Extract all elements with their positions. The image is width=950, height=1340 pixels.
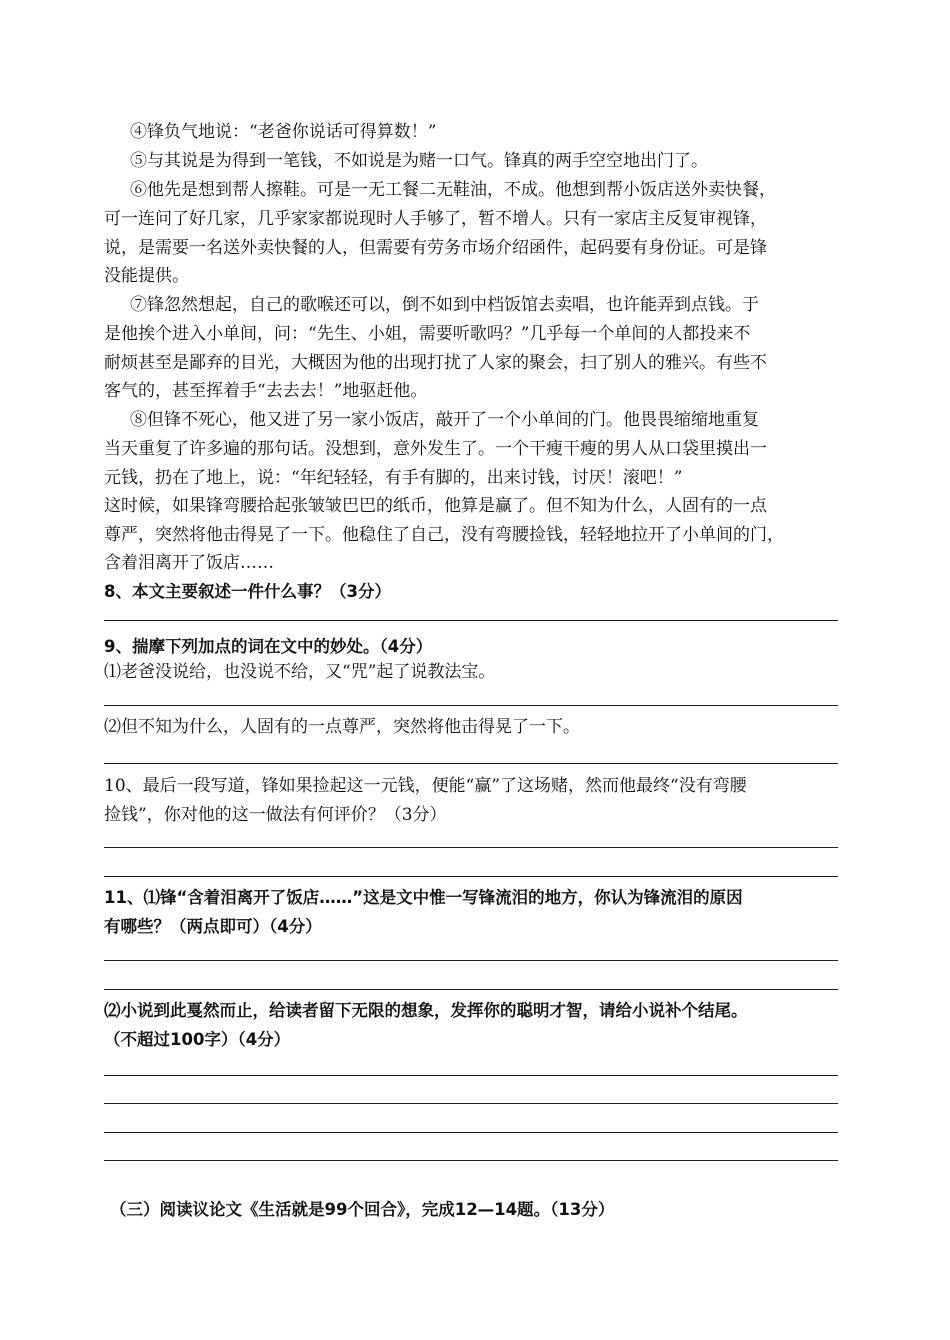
paragraph-4: ④锋负气地说：“老爸你说话可得算数！”	[130, 122, 437, 142]
paragraph-6-line: 说，是需要一名送外卖快餐的人，但需要有劳务市场介绍函件，起码要有身份证。可是锋	[104, 238, 767, 258]
paragraph-7-line: 耐烦甚至是鄙弃的目光，大概因为他的出现打扰了人家的聚会，扫了别人的雅兴。有些不	[104, 353, 767, 373]
answer-line[interactable]	[104, 705, 838, 706]
answer-line[interactable]	[104, 876, 838, 877]
question-11-part-2-line: （不超过100字）（4分）	[104, 1030, 291, 1049]
question-9: 9、揣摩下列加点的词在文中的妙处。（4分）	[104, 637, 433, 656]
answer-line[interactable]	[104, 1103, 838, 1104]
paragraph-8-line: 尊严，突然将他击得晃了一下。他稳住了自己，没有弯腰捡钱，轻轻地拉开了小单间的门，	[104, 525, 784, 545]
paragraph-7-line: ⑦锋忽然想起，自己的歌喉还可以，倒不如到中档饭馆去卖唱，也许能弄到点钱。于	[130, 295, 759, 315]
paragraph-8-line: 这时候，如果锋弯腰拾起张皱皱巴巴的纸币，他算是赢了。但不知为什么，人固有的一点	[104, 496, 767, 516]
question-10-line: 捡钱”，你对他的这一做法有何评价？（3分）	[104, 805, 447, 825]
answer-line[interactable]	[104, 847, 838, 848]
answer-line[interactable]	[104, 960, 838, 961]
paragraph-8-line: ⑧但锋不死心，他又进了另一家小饭店，敲开了一个小单间的门。他畏畏缩缩地重复	[130, 410, 759, 430]
paragraph-6-line: ⑥他先是想到帮人擦鞋。可是一无工餐二无鞋油，不成。他想到帮小饭店送外卖快餐，	[130, 180, 776, 200]
question-9-part-2: ⑵但不知为什么，人固有的一点尊严，突然将他击得晃了一下。	[104, 717, 580, 737]
paragraph-6-line: 没能提供。	[104, 266, 189, 286]
answer-line[interactable]	[104, 1132, 838, 1133]
paragraph-5: ⑤与其说是为得到一笔钱，不如说是为赌一口气。锋真的两手空空地出门了。	[130, 151, 708, 171]
question-8: 8、本文主要叙述一件什么事？（3分）	[104, 582, 391, 601]
paragraph-7-line: 是他挨个进入小单间，问：“先生、小姐，需要听歌吗？”几乎每一个单间的人都投来不	[104, 324, 751, 344]
answer-line[interactable]	[104, 1075, 838, 1076]
paragraph-8-line: 含着泪离开了饭店……	[104, 553, 274, 573]
question-11-part-2-line: ⑵小说到此戛然而止，给读者留下无限的想象，发挥你的聪明才智，请给小说补个结尾。	[104, 1001, 748, 1020]
paragraph-6-line: 可一连问了好几家，几乎家家都说现时人手够了，暂不增人。只有一家店主反复审视锋，	[104, 209, 767, 229]
answer-line[interactable]	[104, 620, 838, 621]
section-3-heading: （三）阅读议论文《生活就是99个回合》，完成12—14题。（13分）	[110, 1200, 615, 1219]
paragraph-7-line: 客气的，甚至挥着手“去去去！”地驱赶他。	[104, 381, 428, 401]
answer-line[interactable]	[104, 1160, 838, 1161]
question-9-part-1: ⑴老爸没说给，也没说不给，又“咒”起了说教法宝。	[104, 662, 496, 682]
question-11-part-1-line: 有哪些？（两点即可）（4分）	[104, 917, 322, 936]
answer-line[interactable]	[104, 989, 838, 990]
paragraph-8-line: 当天重复了许多遍的那句话。没想到，意外发生了。一个干瘦干瘦的男人从口袋里摸出一	[104, 439, 767, 459]
answer-line[interactable]	[104, 763, 838, 764]
question-10-line: 10、最后一段写道，锋如果捡起这一元钱，便能“赢”了这场赌，然而他最终“没有弯腰	[104, 776, 747, 796]
question-11-part-1-line: 11、⑴锋“含着泪离开了饭店……”这是文中惟一写锋流泪的地方，你认为锋流泪的原因	[104, 888, 743, 907]
paragraph-8-line: 元钱，扔在了地上，说：“年纪轻轻，有手有脚的，出来讨钱，讨厌！滚吧！”	[104, 468, 683, 488]
